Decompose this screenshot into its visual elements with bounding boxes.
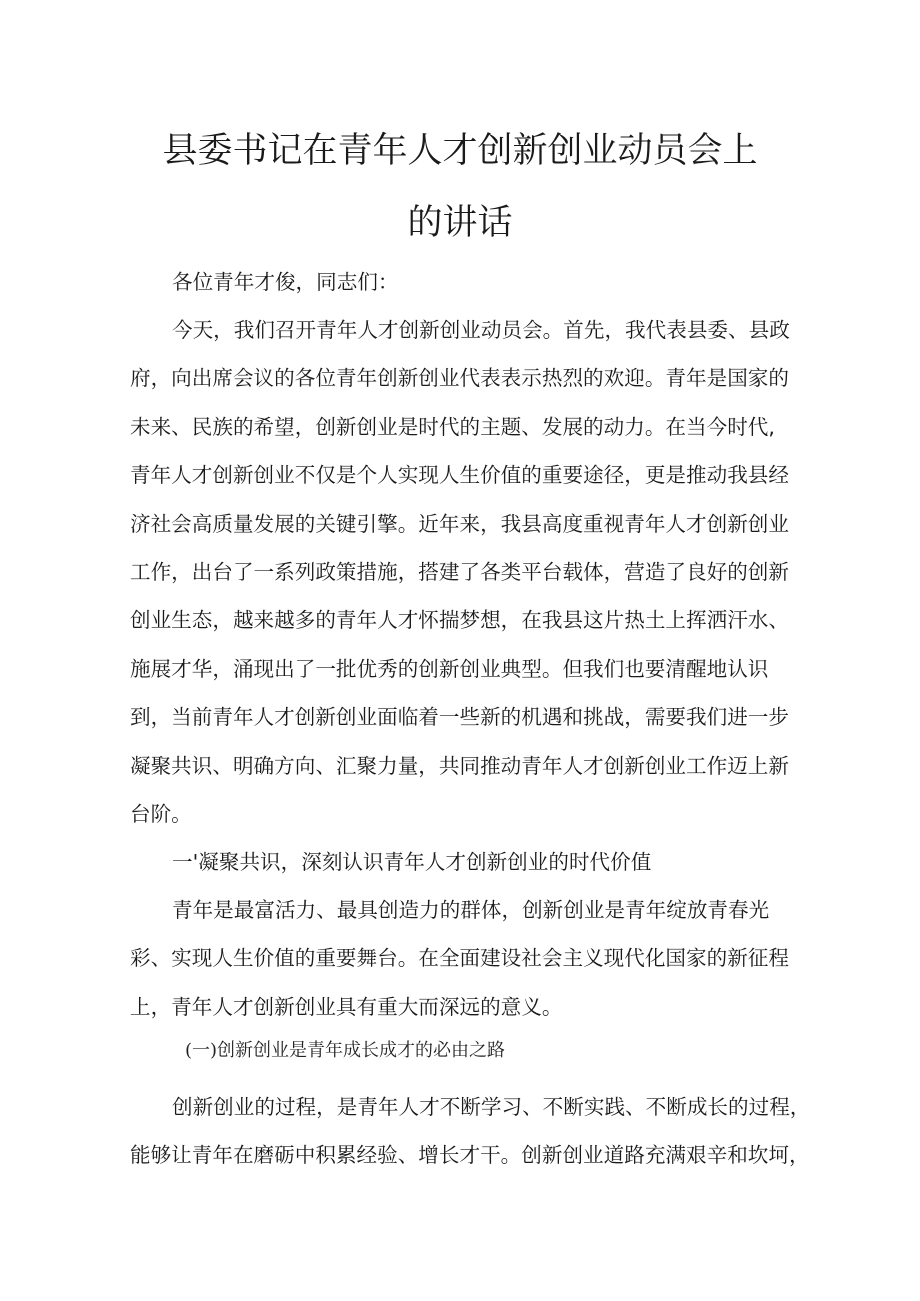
paragraph-line: 今天，我们召开青年人才创新创业动员会。首先，我代表县委、县政 xyxy=(172,318,790,342)
paragraph-line: 彩、实现人生价值的重要舞台。在全面建设社会主义现代化国家的新征程 xyxy=(130,946,789,971)
paragraph-line: 青年是最富活力、最具创造力的群体，创新创业是青年绽放青春光 xyxy=(172,898,770,922)
greeting-text: 各位青年才俊，同志们： xyxy=(172,270,399,294)
section-1-heading xyxy=(130,838,780,886)
paragraph-line: 到，当前青年人才创新创业面临着一些新的机遇和挑战，需要我们进一步 xyxy=(130,705,789,730)
paragraph-line: 施展才华，涌现出了一批优秀的创新创业典型。但我们也要清醒地认识 xyxy=(130,656,769,681)
document-title-line-1: 县委书记在青年人才创新创业动员会上 xyxy=(162,131,758,171)
document-title-line-2: 的讲话 xyxy=(407,203,513,243)
paragraph-line: 凝聚共识、明确方向、汇聚力量，共同推动青年人才创新创业工作迈上新 xyxy=(130,753,789,778)
subsection-1-heading: (一)创新创业是青年成长成才的必由之路 xyxy=(185,1040,506,1061)
paragraph-line: 台阶。 xyxy=(130,801,192,826)
paragraph-line: 上，青年人才创新创业具有重大而深远的意义。 xyxy=(130,994,563,1019)
paragraph-line: 未来、民族的希望，创新创业是时代的主题、发展的动力。在当今时代, xyxy=(130,414,775,439)
paragraph-line: 创新创业的过程，是青年人才不断学习、不断实践、不断成长的过程， xyxy=(172,1095,811,1119)
paragraph-line: 青年人才创新创业不仅是个人实现人生价值的重要途径，更是推动我县经 xyxy=(130,463,789,488)
paragraph-line: 工作，出台了一系列政策措施，搭建了各类平台载体，营造了良好的创新 xyxy=(130,559,789,584)
greeting xyxy=(130,258,780,306)
paragraph-line: 济社会高质量发展的关键引擎。近年来，我县高度重视青年人才创新创业 xyxy=(130,511,789,536)
paragraph-3 xyxy=(130,1083,811,1180)
paragraph-2 xyxy=(130,886,789,1031)
section-heading-text: 一'凝聚共识，深刻认识青年人才创新创业的时代价值 xyxy=(172,850,652,874)
paragraph-line: 府，向出席会议的各位青年创新创业代表表示热烈的欢迎。青年是国家的 xyxy=(130,366,789,391)
paragraph-line: 能够让青年在磨砺中积累经验、增长才干。创新创业道路充满艰辛和坎坷， xyxy=(130,1143,810,1168)
paragraph-line: 创业生态，越来越多的青年人才怀揣梦想，在我县这片热土上挥洒汗水、 xyxy=(130,608,789,633)
paragraph-1 xyxy=(130,306,790,838)
